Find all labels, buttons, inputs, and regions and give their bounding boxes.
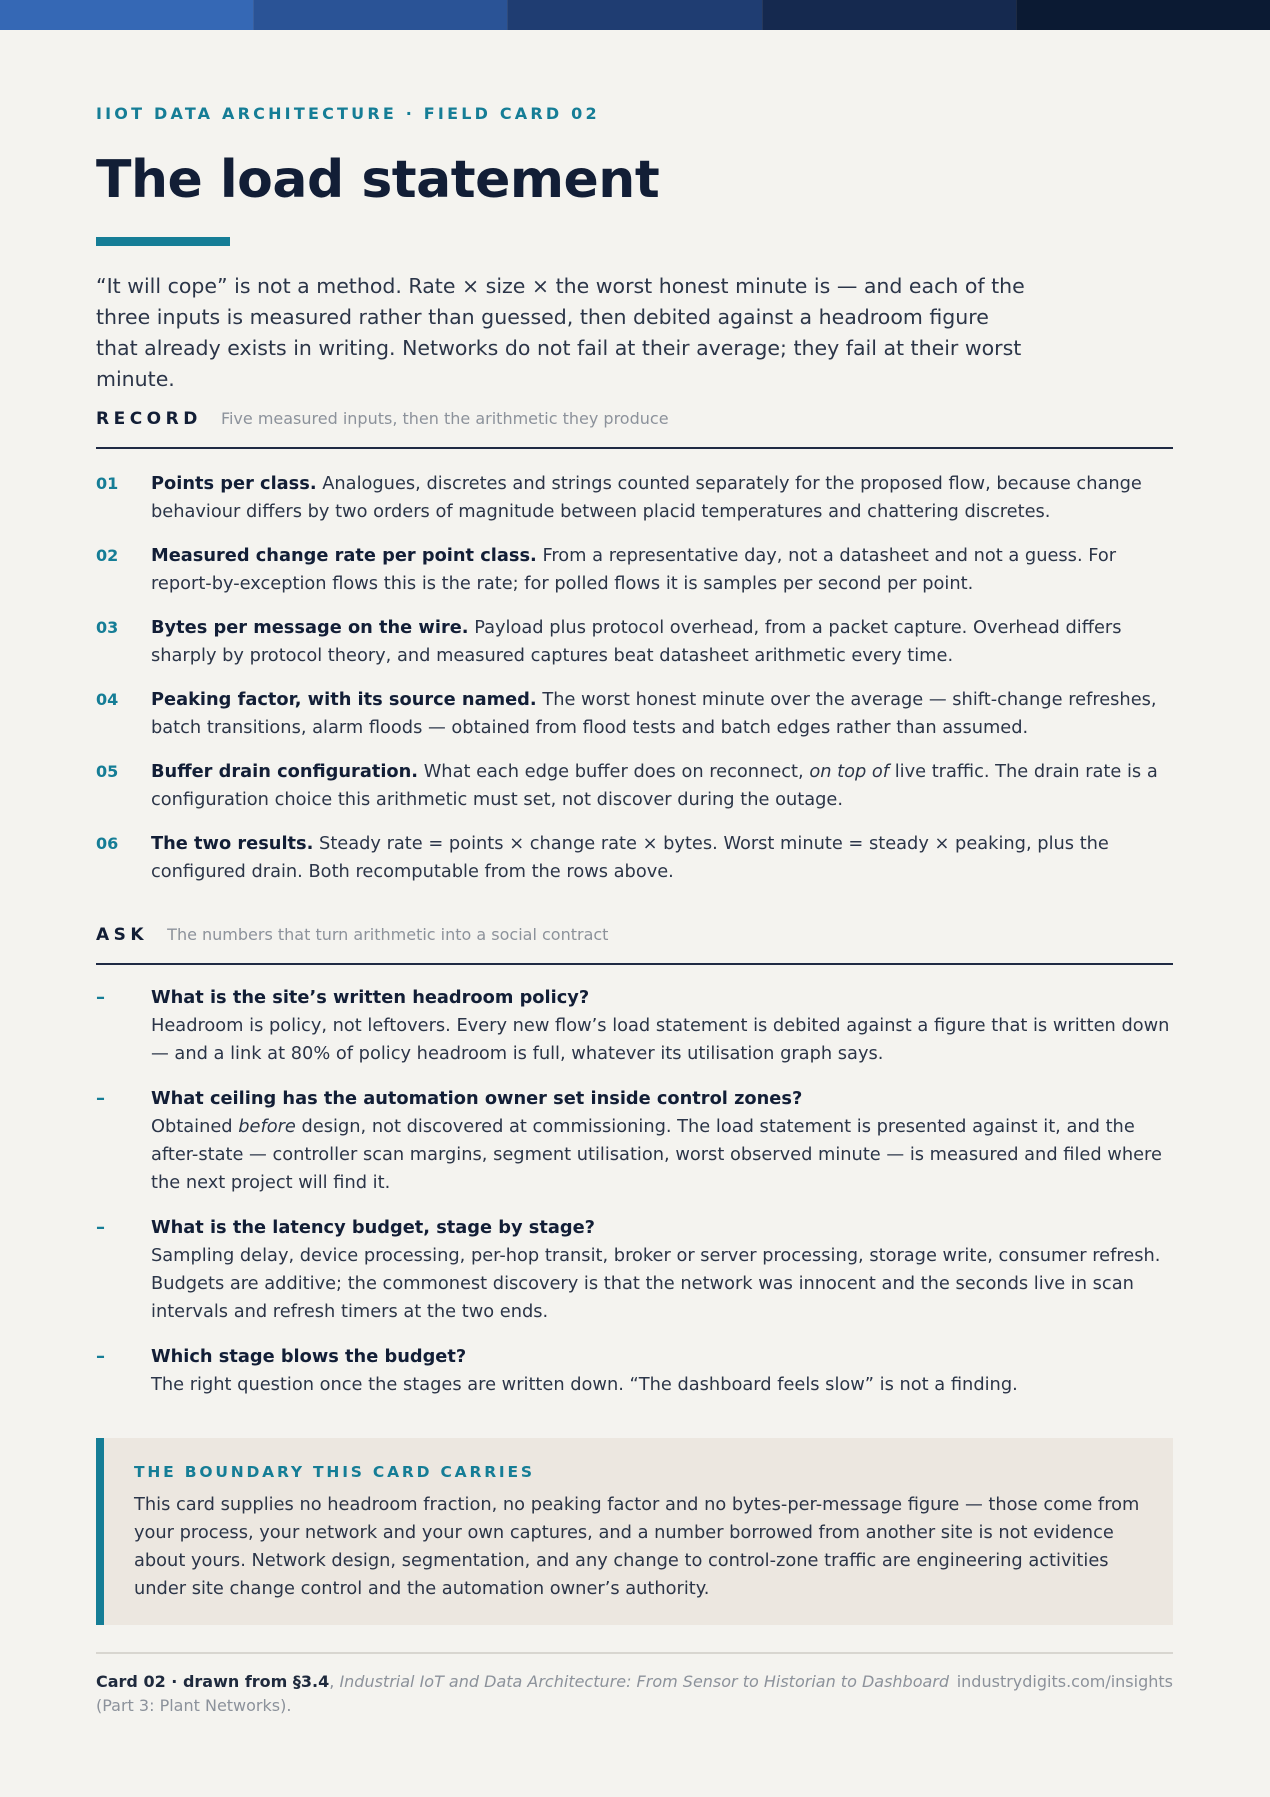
record-item-body: Steady rate = points × change rate × bytes. Worst minute = steady × peaking, plus the configured drain. Both recomputable from the rows above.: [151, 833, 1109, 882]
record-item-body: The worst honest minute over the average — shift-change refreshes, batch transitions, alarm floods — obtained from flood tests and batch edges rather than assumed.: [151, 689, 1157, 738]
record-section-header: [96, 409, 1173, 449]
dash-bullet: –: [96, 1346, 105, 1367]
record-item: [96, 470, 1173, 526]
record-item-number: 01: [96, 474, 119, 493]
intro-paragraph: “It will cope” is not a method. Rate × size × the worst honest minute is — and each of the three inputs is measured rather than guessed, then debited against a headroom figure that already exists in writing. Networks do not fail at their average; they fail at their worst minute.: [96, 274, 1025, 391]
record-item: [96, 830, 1173, 886]
top-bar-segment: [1016, 0, 1270, 30]
callout-heading: THE BOUNDARY THIS CARD CARRIES: [134, 1463, 535, 1481]
ask-question: What is the latency budget, stage by stage?: [151, 1217, 595, 1238]
ask-item: [96, 1343, 1173, 1399]
ask-answer-text: design, not discovered at commissioning. The load statement is presented against it, and the after-state — controller scan margins, segment utilisation, worst observed minute — is measured and filed where the next project will find it.: [151, 1116, 1162, 1193]
top-bar-segment: [762, 0, 1016, 30]
footer-citation: [96, 1670, 966, 1718]
boundary-callout: [96, 1438, 1173, 1625]
ask-item: [96, 1214, 1173, 1326]
footer-book-title: Industrial IoT and Data Architecture: From Sensor to Historian to Dashboard: [339, 1672, 950, 1691]
ask-answer: [151, 1113, 1173, 1197]
ask-item: [96, 984, 1173, 1068]
ask-answer-text: Obtained: [151, 1116, 233, 1137]
record-item: [96, 614, 1173, 670]
top-bar-segment: [0, 0, 253, 30]
ask-question: What is the site’s written headroom policy?: [151, 987, 590, 1008]
record-item-body: Payload plus protocol overhead, from a packet capture. Overhead differs sharply by protocol theory, and measured captures beat datasheet arithmetic every time.: [151, 617, 1122, 666]
footer-part: (Part 3: Plant Networks).: [96, 1696, 292, 1715]
record-item-number: 05: [96, 762, 119, 781]
ask-answer: The right question once the stages are written down. “The dashboard feels slow” is not a finding.: [151, 1374, 1018, 1395]
ask-tag: ASK: [96, 925, 149, 945]
record-item-title: Points per class.: [151, 473, 317, 494]
record-tag: RECORD: [96, 409, 202, 429]
title-underline: [96, 237, 230, 246]
footer-card-ref: Card 02 · drawn from §3.4: [96, 1672, 330, 1691]
top-bar-segment: [507, 0, 761, 30]
ask-question: What ceiling has the automation owner set inside control zones?: [151, 1088, 803, 1109]
footer-site-link[interactable]: industrydigits.com/insights: [956, 1672, 1173, 1691]
dash-bullet: –: [96, 1217, 105, 1238]
record-item-title: Measured change rate per point class.: [151, 545, 537, 566]
top-bar-segment: [253, 0, 507, 30]
record-subtitle: Five measured inputs, then the arithmetic they produce: [220, 409, 669, 428]
callout-body: This card supplies no headroom fraction, no peaking factor and no bytes-per-message figure — those come from your process, your network and your own captures, and a number borrowed from another site is not evidence about yours. Network design, segmentation, and any change to control-zone traffic are engineering activities under site change control and the automation owner’s authority.: [134, 1494, 1140, 1599]
record-item-title: Buffer drain configuration.: [151, 761, 419, 782]
record-item-number: 06: [96, 834, 119, 853]
ask-list: [96, 984, 1173, 1416]
ask-answer: Sampling delay, device processing, per-hop transit, broker or server processing, storage write, consumer refresh. Budgets are additive; the commonest discovery is that the network was innocent and the seconds live in scan intervals and refresh timers at the two ends.: [151, 1245, 1161, 1322]
record-item-body: From a representative day, not a datasheet and not a guess. For report-by-exception flows this is the rate; for polled flows it is samples per second per point.: [151, 545, 1117, 594]
record-item-emphasis: on top of: [809, 761, 890, 782]
footer-separator: ,: [329, 1672, 335, 1691]
record-item: [96, 542, 1173, 598]
record-item-body: live traffic. The drain rate is a configuration choice this arithmetic must set, not discover during the outage.: [151, 761, 1158, 810]
record-item: [96, 686, 1173, 742]
record-item-body: Analogues, discretes and strings counted separately for the proposed flow, because change behaviour differs by two orders of magnitude between placid temperatures and chattering discretes.: [151, 473, 1142, 522]
record-item-title: Bytes per message on the wire.: [151, 617, 469, 638]
ask-answer-emphasis: before: [238, 1116, 296, 1137]
dash-bullet: –: [96, 1088, 105, 1109]
top-color-bar: [0, 0, 1270, 30]
record-item-number: 04: [96, 690, 119, 709]
ask-section-header: [96, 925, 1173, 965]
ask-subtitle: The numbers that turn arithmetic into a social contract: [167, 925, 609, 944]
record-item-title: Peaking factor, with its source named.: [151, 689, 537, 710]
record-item-body: What each edge buffer does on reconnect,: [423, 761, 804, 782]
record-list: [96, 470, 1173, 902]
record-item: [96, 758, 1173, 814]
eyebrow-label: IIOT DATA ARCHITECTURE · FIELD CARD 02: [96, 104, 600, 123]
page-title: The load statement: [96, 150, 660, 210]
footer-divider: [96, 1652, 1173, 1654]
dash-bullet: –: [96, 987, 105, 1008]
record-item-number: 03: [96, 618, 119, 637]
ask-question: Which stage blows the budget?: [151, 1346, 467, 1367]
record-item-number: 02: [96, 546, 119, 565]
ask-item: [96, 1085, 1173, 1197]
ask-answer: Headroom is policy, not leftovers. Every new flow’s load statement is debited against a figure that is written down — and a link at 80% of policy headroom is full, whatever its utilisation graph says.: [151, 1015, 1170, 1064]
record-item-title: The two results.: [151, 833, 314, 854]
